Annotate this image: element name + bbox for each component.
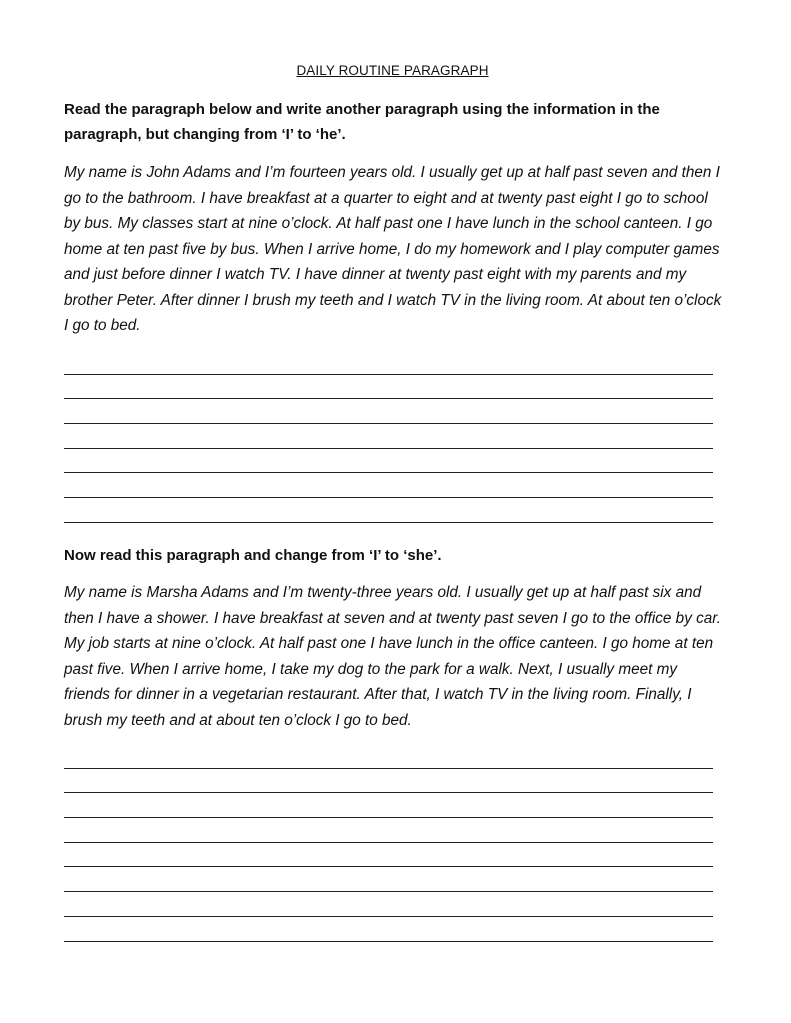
writing-line[interactable] <box>64 473 713 498</box>
paragraph-john: My name is John Adams and I’m fourteen years old. I usually get up at half past seven and then I go to the bathroom. I have breakfast at a quarter to eight and at twenty past eight I go to school by bus. My classes start at nine o’clock. At half past one I have lunch in the school canteen. I go home at ten past five by bus. When I arrive home, I do my homework and I play computer games and just before dinner I watch TV. I have dinner at twenty past eight with my parents and my brother Peter. After dinner I brush my teeth and I watch TV in the living room. At about ten o’clock I go to bed. <box>64 164 722 334</box>
instruction-he: Read the paragraph below and write another paragraph using the information in the paragraph, but changing from ‘I’ to ‘he’. <box>64 101 660 143</box>
writing-line[interactable] <box>64 917 713 942</box>
writing-line[interactable] <box>64 744 713 769</box>
writing-lines-1 <box>64 350 713 523</box>
writing-line[interactable] <box>64 375 713 400</box>
writing-lines-2 <box>64 744 713 942</box>
writing-line[interactable] <box>64 350 713 375</box>
paragraph-marsha: My name is Marsha Adams and I’m twenty-three years old. I usually get up at half past six and then I have a shower. I have breakfast at seven and at twenty past seven I go to the office by car. My job starts at nine o’clock. At half past one I have lunch in the office canteen. I go home at ten past five. When I arrive home, I take my dog to the park for a walk. Next, I usually meet my friends for dinner in a vegetarian restaurant. After that, I watch TV in the living room. Finally, I brush my teeth and at about ten o’clock I go to bed. <box>64 584 722 729</box>
writing-line[interactable] <box>64 793 713 818</box>
instruction-she: Now read this paragraph and change from ‘I’ to ‘she’. <box>64 547 442 564</box>
writing-line[interactable] <box>64 769 713 794</box>
writing-line[interactable] <box>64 498 713 523</box>
writing-line[interactable] <box>64 399 713 424</box>
writing-line[interactable] <box>64 892 713 917</box>
writing-line[interactable] <box>64 449 713 474</box>
writing-line[interactable] <box>64 843 713 868</box>
writing-line[interactable] <box>64 424 713 449</box>
writing-line[interactable] <box>64 867 713 892</box>
worksheet-title: DAILY ROUTINE PARAGRAPH <box>296 63 489 78</box>
writing-line[interactable] <box>64 818 713 843</box>
